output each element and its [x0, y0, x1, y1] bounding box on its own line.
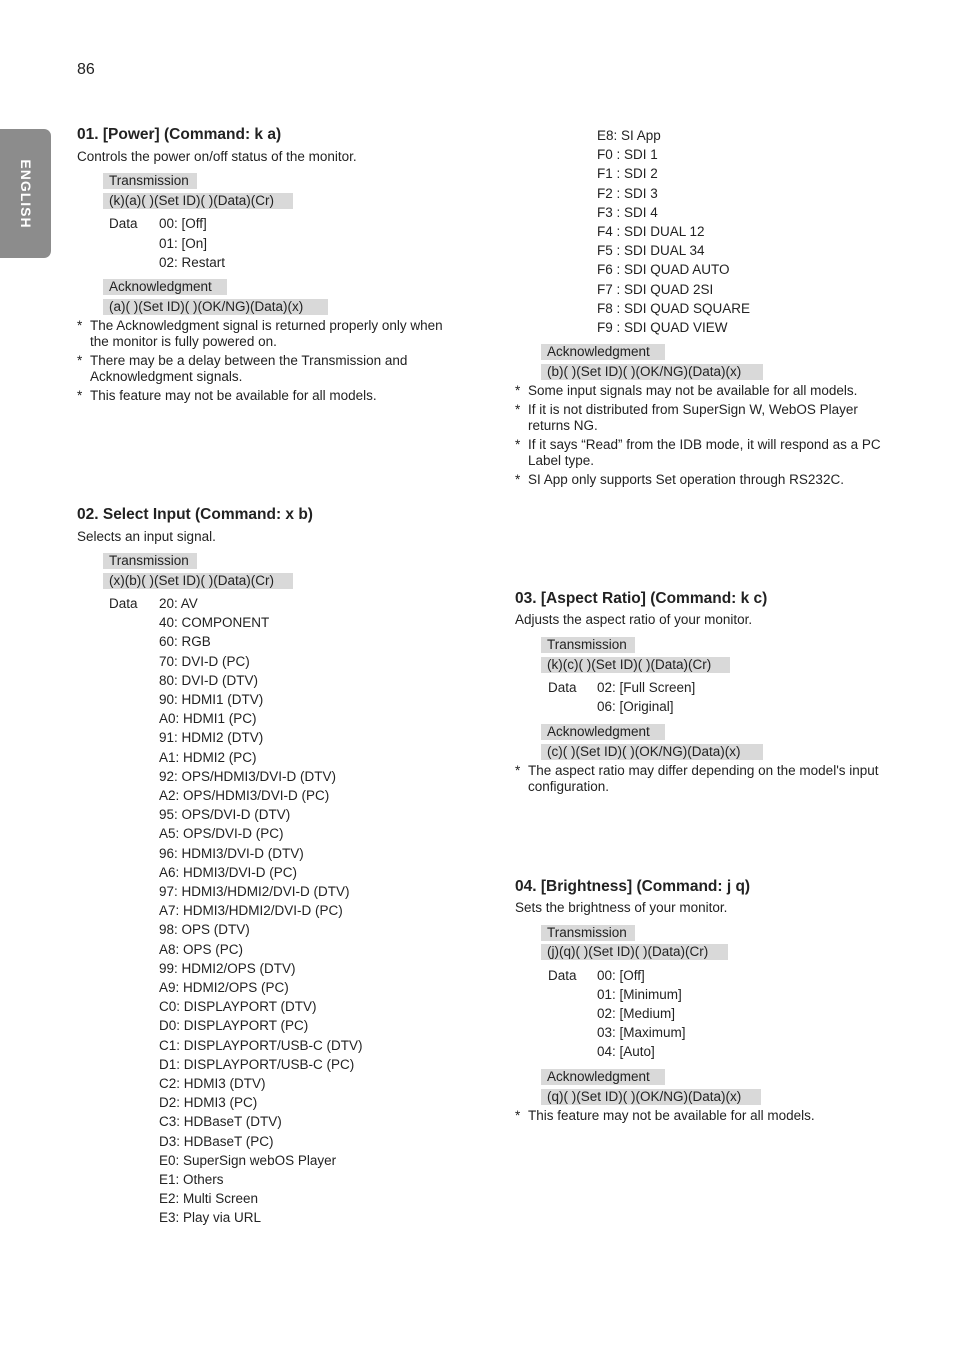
data-value: F4 : SDI DUAL 12	[597, 224, 705, 239]
note-text: There may be a delay between the Transmission and	[90, 353, 408, 368]
data-value: 02: [Full Screen]	[597, 680, 696, 695]
data-value: 92: OPS/HDMI3/DVI-D (DTV)	[159, 768, 337, 784]
transmission-code: (k)(c)( )(Set ID)( )(Data)(Cr)	[541, 657, 730, 673]
note-text: The Acknowledgment signal is returned properly only when	[90, 318, 443, 333]
note-text: This feature may not be available for all models.	[528, 1108, 815, 1123]
section-title: 01. [Power] (Command: k a)	[77, 126, 282, 143]
note-text: The aspect ratio may differ depending on the model's input	[528, 763, 879, 778]
data-value: E1: Others	[159, 1172, 224, 1187]
data-value: F6 : SDI QUAD AUTO	[597, 262, 730, 278]
note-text: If it is not distributed from SuperSign W, WebOS Player	[528, 402, 858, 417]
data-value: F1 : SDI 2	[597, 166, 658, 182]
acknowledgment-code: (c)( )(Set ID)( )(OK/NG)(Data)(x)	[541, 744, 763, 760]
note-text: configuration.	[528, 779, 610, 794]
data-value: E3: Play via URL	[159, 1210, 262, 1226]
data-value: D0: DISPLAYPORT (PC)	[159, 1018, 309, 1034]
acknowledgment-code: (b)( )(Set ID)( )(OK/NG)(Data)(x)	[541, 364, 763, 380]
data-value: 98: OPS (DTV)	[159, 922, 250, 938]
data-value: 04: [Auto]	[597, 1044, 655, 1059]
note-bullet: *	[515, 402, 521, 417]
data-value: A1: HDMI2 (PC)	[159, 749, 257, 765]
data-label: Data	[109, 216, 138, 231]
section-title: 03. [Aspect Ratio] (Command: k c)	[515, 590, 768, 607]
transmission-label: Transmission	[541, 637, 635, 653]
data-value: F2 : SDI 3	[597, 185, 658, 201]
data-value: 01: [On]	[159, 235, 208, 251]
data-value: F7 : SDI QUAD 2SI	[597, 281, 714, 297]
data-value: F8 : SDI QUAD SQUARE	[597, 300, 751, 316]
language-tab-label: ENGLISH	[17, 158, 34, 229]
data-value: F3 : SDI 4	[597, 204, 658, 220]
data-value: A5: OPS/DVI-D (PC)	[159, 826, 284, 842]
data-value: D2: HDMI3 (PC)	[159, 1095, 258, 1111]
section-description: Controls the power on/off status of the monitor.	[77, 149, 357, 164]
data-value: 00: [Off]	[159, 216, 207, 231]
note-bullet: *	[515, 472, 521, 487]
data-value: F0 : SDI 1	[597, 147, 658, 163]
note-text: Label type.	[528, 453, 595, 468]
data-value: A9: HDMI2/OPS (PC)	[159, 980, 289, 995]
transmission-code: (x)(b)( )(Set ID)( )(Data)(Cr)	[103, 573, 293, 589]
acknowledgment-label: Acknowledgment	[541, 344, 665, 360]
acknowledgment-code: (q)( )(Set ID)( )(OK/NG)(Data)(x)	[541, 1089, 761, 1105]
data-value: A7: HDMI3/HDMI2/DVI-D (PC)	[159, 903, 343, 919]
note-text: the monitor is fully powered on.	[90, 334, 277, 349]
acknowledgment-label: Acknowledgment	[541, 724, 665, 740]
section-title: 02. Select Input (Command: x b)	[77, 506, 313, 523]
data-value: D3: HDBaseT (PC)	[159, 1133, 274, 1149]
data-value: A8: OPS (PC)	[159, 941, 244, 957]
data-value: 01: [Minimum]	[597, 987, 682, 1002]
data-value: 70: DVI-D (PC)	[159, 653, 250, 669]
note-bullet: *	[77, 388, 83, 403]
data-value: 80: DVI-D (DTV)	[159, 672, 259, 688]
data-value: 06: [Original]	[597, 699, 674, 714]
transmission-label: Transmission	[103, 553, 197, 569]
data-value: A0: HDMI1 (PC)	[159, 711, 257, 727]
note-bullet: *	[515, 1108, 521, 1123]
section-description: Sets the brightness of your monitor.	[515, 900, 728, 915]
data-value: D1: DISPLAYPORT/USB-C (PC)	[159, 1056, 355, 1072]
section-title: 04. [Brightness] (Command: j q)	[515, 878, 751, 895]
data-value: 20: AV	[159, 596, 198, 611]
data-value: 96: HDMI3/DVI-D (DTV)	[159, 845, 304, 861]
transmission-code: (k)(a)( )(Set ID)( )(Data)(Cr)	[103, 193, 293, 209]
data-value: 95: OPS/DVI-D (DTV)	[159, 807, 291, 823]
note-bullet: *	[515, 437, 521, 452]
data-value: F9 : SDI QUAD VIEW	[597, 320, 728, 335]
transmission-code: (j)(q)( )(Set ID)( )(Data)(Cr)	[541, 944, 728, 960]
transmission-label: Transmission	[541, 925, 635, 941]
data-label: Data	[548, 680, 577, 695]
note-text: If it says “Read” from the IDB mode, it will respond as a PC	[528, 437, 881, 452]
note-bullet: *	[77, 353, 83, 368]
data-value: 03: [Maximum]	[597, 1025, 686, 1040]
note-text: Acknowledgment signals.	[90, 369, 243, 384]
page-number: 86	[77, 61, 95, 78]
data-value: 02: Restart	[159, 255, 226, 270]
note-text: SI App only supports Set operation through RS232C.	[528, 472, 844, 487]
data-value: E8: SI App	[597, 128, 661, 143]
data-value: E0: SuperSign webOS Player	[159, 1152, 337, 1168]
data-value: A6: HDMI3/DVI-D (PC)	[159, 864, 298, 880]
data-value: E2: Multi Screen	[159, 1191, 259, 1207]
data-label: Data	[548, 968, 577, 983]
data-value: C2: HDMI3 (DTV)	[159, 1076, 266, 1091]
note-bullet: *	[515, 763, 521, 778]
data-value: A2: OPS/HDMI3/DVI-D (PC)	[159, 788, 330, 803]
data-label: Data	[109, 596, 138, 611]
section-description: Adjusts the aspect ratio of your monitor.	[515, 612, 753, 627]
data-value: C3: HDBaseT (DTV)	[159, 1114, 282, 1130]
acknowledgment-code: (a)( )(Set ID)( )(OK/NG)(Data)(x)	[103, 299, 328, 315]
acknowledgment-label: Acknowledgment	[103, 279, 227, 295]
acknowledgment-label: Acknowledgment	[541, 1069, 665, 1085]
language-tab	[0, 129, 51, 258]
data-value: 91: HDMI2 (DTV)	[159, 730, 264, 746]
data-value: 99: HDMI2/OPS (DTV)	[159, 960, 296, 976]
note-text: Some input signals may not be available for all models.	[528, 383, 858, 398]
transmission-label: Transmission	[103, 173, 197, 189]
section-description: Selects an input signal.	[77, 529, 216, 544]
data-value: 90: HDMI1 (DTV)	[159, 692, 264, 707]
data-value: F5 : SDI DUAL 34	[597, 243, 705, 259]
data-value: C0: DISPLAYPORT (DTV)	[159, 999, 317, 1015]
data-value: 40: COMPONENT	[159, 615, 270, 631]
data-value: 02: [Medium]	[597, 1006, 676, 1021]
data-value: C1: DISPLAYPORT/USB-C (DTV)	[159, 1037, 363, 1053]
note-bullet: *	[515, 383, 521, 398]
data-value: 60: RGB	[159, 634, 211, 650]
data-value: 97: HDMI3/HDMI2/DVI-D (DTV)	[159, 884, 350, 899]
data-value: 00: [Off]	[597, 968, 645, 983]
note-text: returns NG.	[528, 418, 598, 433]
note-text: This feature may not be available for all models.	[90, 388, 377, 403]
note-bullet: *	[77, 318, 83, 333]
